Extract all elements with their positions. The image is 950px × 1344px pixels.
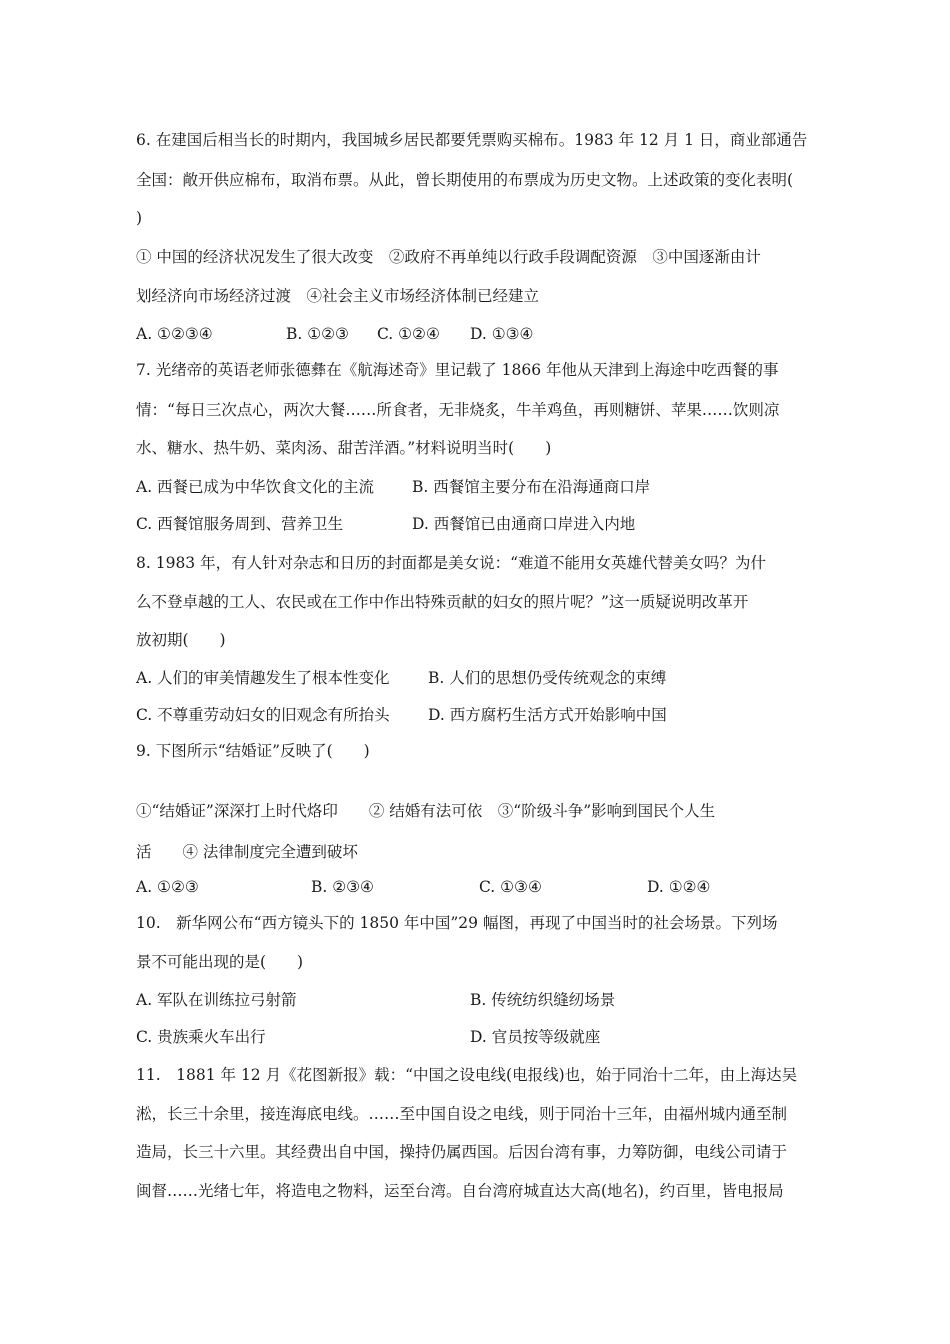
q6-line-4: ① 中国的经济状况发生了很大改变 ②政府不再单纯以行政手段调配资源 ③中国逐渐由计 (136, 248, 761, 266)
q7-option-c: C. 西餐馆服务周到、营养卫生 (136, 515, 344, 533)
q8-option-d: D. 西方腐朽生活方式开始影响中国 (428, 706, 667, 724)
q7-line-2: 情：“每日三次点心，两次大餐……所食者，无非烧炙，牛羊鸡鱼，再则糖饼、苹果……饮则凉 (136, 401, 780, 419)
q9-option-b: B. ②③④ (311, 878, 374, 896)
q7-line-3: 水、糖水、热牛奶、菜肉汤、甜苦洋酒。”材料说明当时( ) (136, 439, 552, 457)
q6-line-2: 全国：敞开供应棉布，取消布票。从此，曾长期使用的布票成为历史文物。上述政策的变化表明( (136, 171, 794, 189)
q8-option-c: C. 不尊重劳动妇女的旧观念有所抬头 (136, 706, 390, 724)
q6-line-5: 划经济向市场经济过渡 ④社会主义市场经济体制已经建立 (136, 287, 540, 305)
q10-line-1: 10. 新华网公布“西方镜头下的 1850 年中国”29 幅图，再现了中国当时的社会场景。下列场 (136, 914, 778, 932)
q11-line-1: 11. 1881 年 12 月《花图新报》载：“中国之设电线(电报线)也，始于同治十二年，由上海达吴 (136, 1066, 798, 1084)
q7-option-a: A. 西餐已成为中华饮食文化的主流 (136, 478, 375, 496)
q11-line-3: 造局，长三十六里。其经费出自中国，操持仍属西国。后因台湾有事，力筹防御，电线公司请于 (136, 1143, 788, 1161)
q8-line-2: 么不登卓越的工人、农民或在工作中作出特殊贡献的妇女的照片呢？”这一质疑说明改革开 (136, 593, 749, 611)
q6-line-3: ) (136, 209, 143, 227)
q9-option-c: C. ①③④ (479, 878, 542, 896)
q8-option-a: A. 人们的审美情趣发生了根本性变化 (136, 669, 390, 687)
q7-option-b: B. 西餐馆主要分布在沿海通商口岸 (412, 478, 651, 496)
q8-line-1: 8. 1983 年，有人针对杂志和日历的封面都是美女说：“难道不能用女英雄代替美女吗？为什 (136, 554, 767, 572)
q10-option-d: D. 官员按等级就座 (470, 1028, 601, 1046)
q9-option-d: D. ①②④ (647, 878, 711, 896)
q6-option-a: A. ①②③④ (136, 325, 213, 343)
q10-option-b: B. 传统纺织缝纫场景 (470, 991, 616, 1009)
q9-line-1: 9. 下图所示“结婚证”反映了( ) (136, 742, 370, 760)
q6-line-1: 6. 在建国后相当长的时期内，我国城乡居民都要凭票购买棉布。1983 年 12 月 1 日，商业部通告 (136, 131, 808, 149)
q6-option-c: C. ①②④ (377, 325, 440, 343)
q8-option-b: B. 人们的思想仍受传统观念的束缚 (428, 669, 667, 687)
q9-line-2: ①“结婚证”深深打上时代烙印 ② 结婚有法可依 ③“阶级斗争”影响到国民个人生 (136, 802, 716, 820)
q10-line-2: 景不可能出现的是( ) (136, 953, 304, 971)
q10-option-c: C. 贵族乘火车出行 (136, 1028, 266, 1046)
q7-line-1: 7. 光绪帝的英语老师张德彝在《航海述奇》里记载了 1866 年他从天津到上海途中吃西餐的事 (136, 361, 779, 379)
q8-line-3: 放初期( ) (136, 631, 226, 649)
q10-option-a: A. 军队在训练拉弓射箭 (136, 991, 297, 1009)
q9-line-3: 活 ④ 法律制度完全遭到破坏 (136, 843, 358, 861)
q9-option-a: A. ①②③ (136, 878, 199, 896)
q6-option-b: B. ①②③ (286, 325, 349, 343)
q6-option-d: D. ①③④ (470, 325, 534, 343)
q11-line-4: 闽督……光绪七年，将造电之物料，运至台湾。自台湾府城直达大高(地名)，约百里，皆电报局 (136, 1182, 784, 1200)
q11-line-2: 淞，长三十余里，接连海底电线。……至中国自设之电线，则于同治十三年，由福州城内通至制 (136, 1105, 788, 1123)
q7-option-d: D. 西餐馆已由通商口岸进入内地 (412, 515, 636, 533)
